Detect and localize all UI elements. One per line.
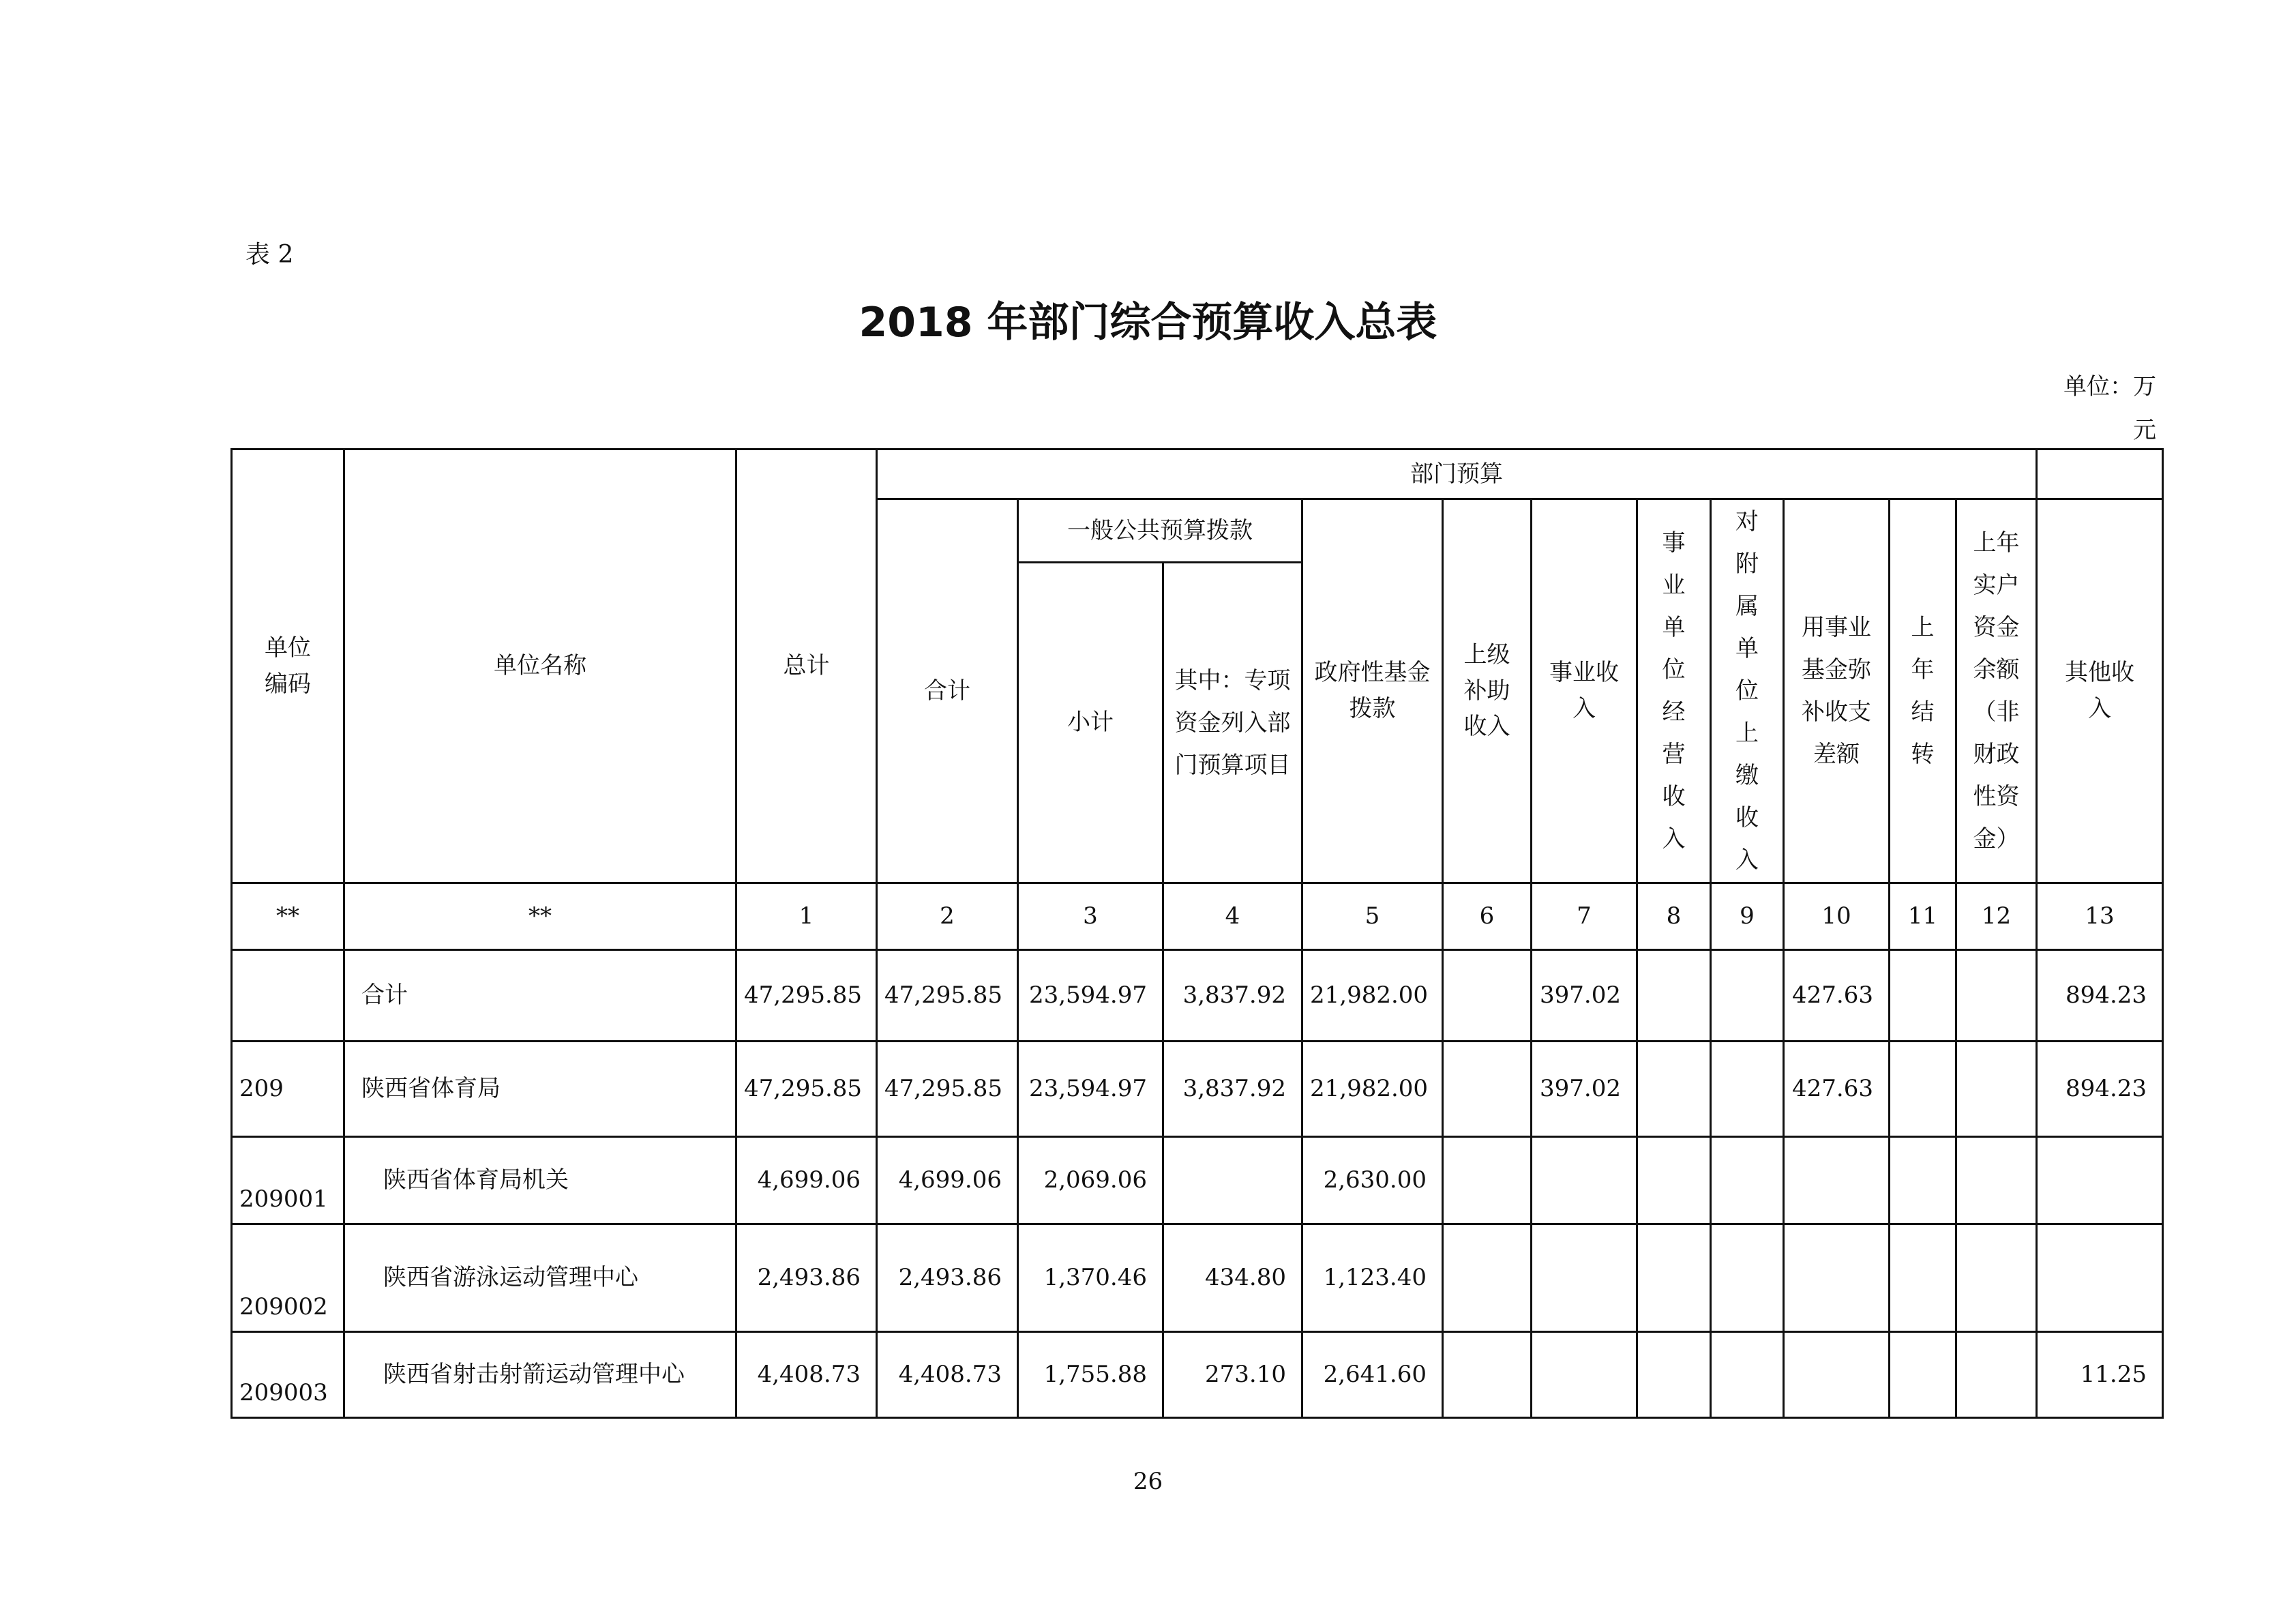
cell-business xyxy=(1532,1137,1637,1224)
table-row xyxy=(232,1042,2163,1137)
cell-total: 47,295.85 xyxy=(736,1042,877,1137)
cell-subtotal: 23,594.97 xyxy=(1018,950,1163,1042)
cell-sum: 47,295.85 xyxy=(877,950,1018,1042)
unit-label xyxy=(2063,365,2156,452)
cell-sum: 47,295.85 xyxy=(877,1042,1018,1137)
cell-operating xyxy=(1637,950,1711,1042)
cell-subtotal: 1,755.88 xyxy=(1018,1332,1163,1418)
cell-code: 209 xyxy=(232,1042,344,1137)
col-number: 7 xyxy=(1532,883,1637,950)
cell-subtotal: 23,594.97 xyxy=(1018,1042,1163,1137)
cell-name: 陕西省射击射箭运动管理中心 xyxy=(344,1332,736,1418)
cell-gov-fund: 21,982.00 xyxy=(1302,1042,1443,1137)
cell-prior-balance xyxy=(1956,1042,2037,1137)
header-subtotal: 小计 xyxy=(1018,563,1163,883)
cell-superior xyxy=(1443,1042,1532,1137)
cell-name: 陕西省体育局机关 xyxy=(344,1137,736,1224)
table-row xyxy=(232,1137,2163,1224)
cell-superior xyxy=(1443,1224,1532,1332)
cell-carryover xyxy=(1890,1042,1956,1137)
cell-subtotal: 1,370.46 xyxy=(1018,1224,1163,1332)
cell-special: 273.10 xyxy=(1163,1332,1302,1418)
header-business-income: 事业收入 xyxy=(1532,499,1637,883)
header-operating-income: 事业单位经营收入 xyxy=(1637,499,1711,883)
cell-business xyxy=(1532,1332,1637,1418)
header-special: 其中：专项资金列入部门预算项目 xyxy=(1163,563,1302,883)
cell-gov-fund: 1,123.40 xyxy=(1302,1224,1443,1332)
cell-special: 3,837.92 xyxy=(1163,1042,1302,1137)
page-title: 2018 年部门综合预算收入总表 xyxy=(859,299,1437,346)
cell-fund-offset xyxy=(1784,1224,1890,1332)
unit-label-line2: 元 xyxy=(2133,417,2156,444)
header-superior-subsidy: 上级补助收入 xyxy=(1443,499,1532,883)
cell-total: 4,408.73 xyxy=(736,1332,877,1418)
col-number: ** xyxy=(232,883,344,950)
cell-name: 陕西省游泳运动管理中心 xyxy=(344,1224,736,1332)
cell-operating xyxy=(1637,1332,1711,1418)
header-prior-balance: 上年实户资金余额（非财政性资金） xyxy=(1956,499,2037,883)
cell-operating xyxy=(1637,1137,1711,1224)
cell-special: 434.80 xyxy=(1163,1224,1302,1332)
cell-affiliate xyxy=(1711,1224,1784,1332)
header-total: 总计 xyxy=(736,449,877,883)
cell-other: 11.25 xyxy=(2037,1332,2163,1418)
cell-carryover xyxy=(1890,1224,1956,1332)
header-blank xyxy=(2037,449,2163,499)
cell-code: 209001 xyxy=(232,1137,344,1224)
col-number: 1 xyxy=(736,883,877,950)
cell-fund-offset: 427.63 xyxy=(1784,950,1890,1042)
col-number: 10 xyxy=(1784,883,1890,950)
header-carryover: 上年结转 xyxy=(1890,499,1956,883)
col-number: 4 xyxy=(1163,883,1302,950)
cell-business: 397.02 xyxy=(1532,950,1637,1042)
col-number: ** xyxy=(344,883,736,950)
unit-label-line1: 单位：万 xyxy=(2063,373,2156,400)
cell-gov-fund: 2,641.60 xyxy=(1302,1332,1443,1418)
cell-fund-offset xyxy=(1784,1332,1890,1418)
cell-other xyxy=(2037,1137,2163,1224)
cell-other xyxy=(2037,1224,2163,1332)
cell-operating xyxy=(1637,1224,1711,1332)
cell-prior-balance xyxy=(1956,1137,2037,1224)
col-number: 2 xyxy=(877,883,1018,950)
cell-prior-balance xyxy=(1956,950,2037,1042)
cell-sum: 4,408.73 xyxy=(877,1332,1018,1418)
cell-affiliate xyxy=(1711,950,1784,1042)
cell-other: 894.23 xyxy=(2037,950,2163,1042)
col-number: 3 xyxy=(1018,883,1163,950)
header-fund-offset: 用事业基金弥补收支差额 xyxy=(1784,499,1890,883)
header-row-1 xyxy=(232,449,2163,499)
cell-carryover xyxy=(1890,1332,1956,1418)
cell-prior-balance xyxy=(1956,1224,2037,1332)
cell-total: 47,295.85 xyxy=(736,950,877,1042)
cell-carryover xyxy=(1890,950,1956,1042)
cell-total: 4,699.06 xyxy=(736,1137,877,1224)
cell-carryover xyxy=(1890,1137,1956,1224)
cell-superior xyxy=(1443,1137,1532,1224)
cell-subtotal: 2,069.06 xyxy=(1018,1137,1163,1224)
cell-business: 397.02 xyxy=(1532,1042,1637,1137)
cell-gov-fund: 21,982.00 xyxy=(1302,950,1443,1042)
table-row xyxy=(232,1224,2163,1332)
cell-code xyxy=(232,950,344,1042)
cell-affiliate xyxy=(1711,1332,1784,1418)
col-number: 11 xyxy=(1890,883,1956,950)
header-sum: 合计 xyxy=(877,499,1018,883)
header-code: 单位编码 xyxy=(232,449,344,883)
cell-code: 209003 xyxy=(232,1332,344,1418)
col-number: 9 xyxy=(1711,883,1784,950)
cell-superior xyxy=(1443,950,1532,1042)
cell-superior xyxy=(1443,1332,1532,1418)
table-number: 表 2 xyxy=(245,241,294,269)
cell-business xyxy=(1532,1224,1637,1332)
col-number: 13 xyxy=(2037,883,2163,950)
cell-operating xyxy=(1637,1042,1711,1137)
header-general-public: 一般公共预算拨款 xyxy=(1018,499,1302,563)
cell-name: 合计 xyxy=(344,950,736,1042)
cell-total: 2,493.86 xyxy=(736,1224,877,1332)
table-row xyxy=(232,1332,2163,1418)
table-row xyxy=(232,950,2163,1042)
cell-prior-balance xyxy=(1956,1332,2037,1418)
col-number: 8 xyxy=(1637,883,1711,950)
column-number-row xyxy=(232,883,2163,950)
cell-sum: 4,699.06 xyxy=(877,1137,1018,1224)
cell-gov-fund: 2,630.00 xyxy=(1302,1137,1443,1224)
col-number: 5 xyxy=(1302,883,1443,950)
cell-special: 3,837.92 xyxy=(1163,950,1302,1042)
cell-sum: 2,493.86 xyxy=(877,1224,1018,1332)
cell-name: 陕西省体育局 xyxy=(344,1042,736,1137)
cell-affiliate xyxy=(1711,1137,1784,1224)
cell-special xyxy=(1163,1137,1302,1224)
col-number: 12 xyxy=(1956,883,2037,950)
page-number: 26 xyxy=(1133,1468,1163,1495)
col-number: 6 xyxy=(1443,883,1532,950)
header-dept-budget: 部门预算 xyxy=(877,449,2037,499)
header-other-income: 其他收入 xyxy=(2037,499,2163,883)
cell-other: 894.23 xyxy=(2037,1042,2163,1137)
header-affiliate-income: 对附属单位上缴收入 xyxy=(1711,499,1784,883)
budget-income-table xyxy=(230,448,2164,1419)
cell-code: 209002 xyxy=(232,1224,344,1332)
header-gov-fund: 政府性基金拨款 xyxy=(1302,499,1443,883)
cell-affiliate xyxy=(1711,1042,1784,1137)
header-name: 单位名称 xyxy=(344,449,736,883)
cell-fund-offset xyxy=(1784,1137,1890,1224)
cell-fund-offset: 427.63 xyxy=(1784,1042,1890,1137)
